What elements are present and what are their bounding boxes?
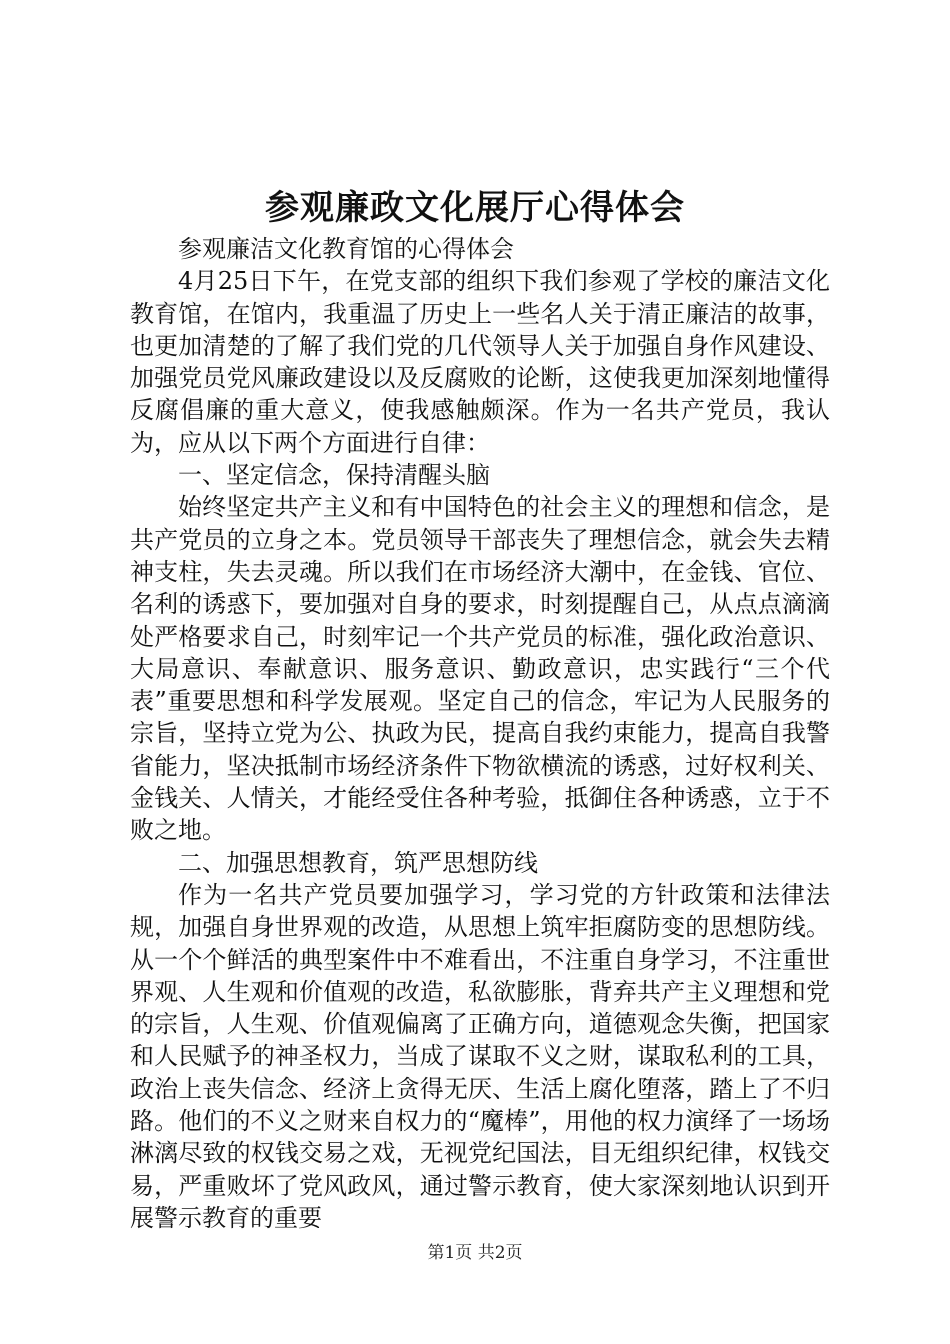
document-body	[130, 233, 830, 1234]
section-1-paragraph: 始终坚定共产主义和有中国特色的社会主义的理想和信念，是共产党员的立身之本。党员领导干部丧失了理想信念，就会失去精神支柱，失去灵魂。所以我们在市场经济大潮中，在金钱、官位、名利的诱惑下，要加强对自身的要求，时刻提醒自己，从点点滴滴处严格要求自己，时刻牢记一个共产党员的标准，强化政治意识、大局意识、奉献意识、服务意识、勤政意识，忠实践行“三个代表”重要思想和科学发展观。坚定自己的信念，牢记为人民服务的宗旨，坚持立党为公、执政为民，提高自我约束能力，提高自我警省能力，坚决抵制市场经济条件下物欲横流的诱惑，过好权利关、金钱关、人情关，才能经受住各种考验，抵御住各种诱惑，立于不败之地。	[130, 493, 830, 845]
subtitle-paragraph: 参观廉洁文化教育馆的心得体会	[178, 235, 514, 263]
page-footer: 第1页 共2页	[427, 1243, 523, 1263]
document-title: 参观廉政文化展厅心得体会	[265, 188, 685, 228]
section-heading-1: 一、坚定信念，保持清醒头脑	[178, 461, 490, 490]
section-heading-2: 二、加强思想教育，筑严思想防线	[178, 848, 538, 877]
intro-paragraph: 4月25日下午，在党支部的组织下我们参观了学校的廉洁文化教育馆，在馆内，我重温了历史上一些名人关于清正廉洁的故事，也更加清楚的了解了我们党的几代领导人关于加强自身作风建设、加强党员党风廉政建设以及反腐败的论断，这使我更加深刻地懂得反腐倡廉的重大意义，使我感触颇深。作为一名共产党员，我认为，应从以下两个方面进行自律：	[130, 267, 830, 457]
section-2-paragraph: 作为一名共产党员要加强学习，学习党的方针政策和法律法规，加强自身世界观的改造，从思想上筑牢拒腐防变的思想防线。从一个个鲜活的典型案件中不难看出，不注重自身学习，不注重世界观、人生观和价值观的改造，私欲膨胀，背弃共产主义理想和党的宗旨，人生观、价值观偏离了正确方向，道德观念失衡，把国家和人民赋予的神圣权力，当成了谋取不义之财，谋取私利的工具，政治上丧失信念、经济上贪得无厌、生活上腐化堕落，踏上了不归路。他们的不义之财来自权力的“魔棒”，用他的权力演绎了一场场淋漓尽致的权钱交易之戏，无视党纪国法，目无组织纪律，权钱交易，严重败坏了党风政风，通过警示教育，使大家深刻地认识到开展警示教育的重要	[130, 880, 830, 1232]
